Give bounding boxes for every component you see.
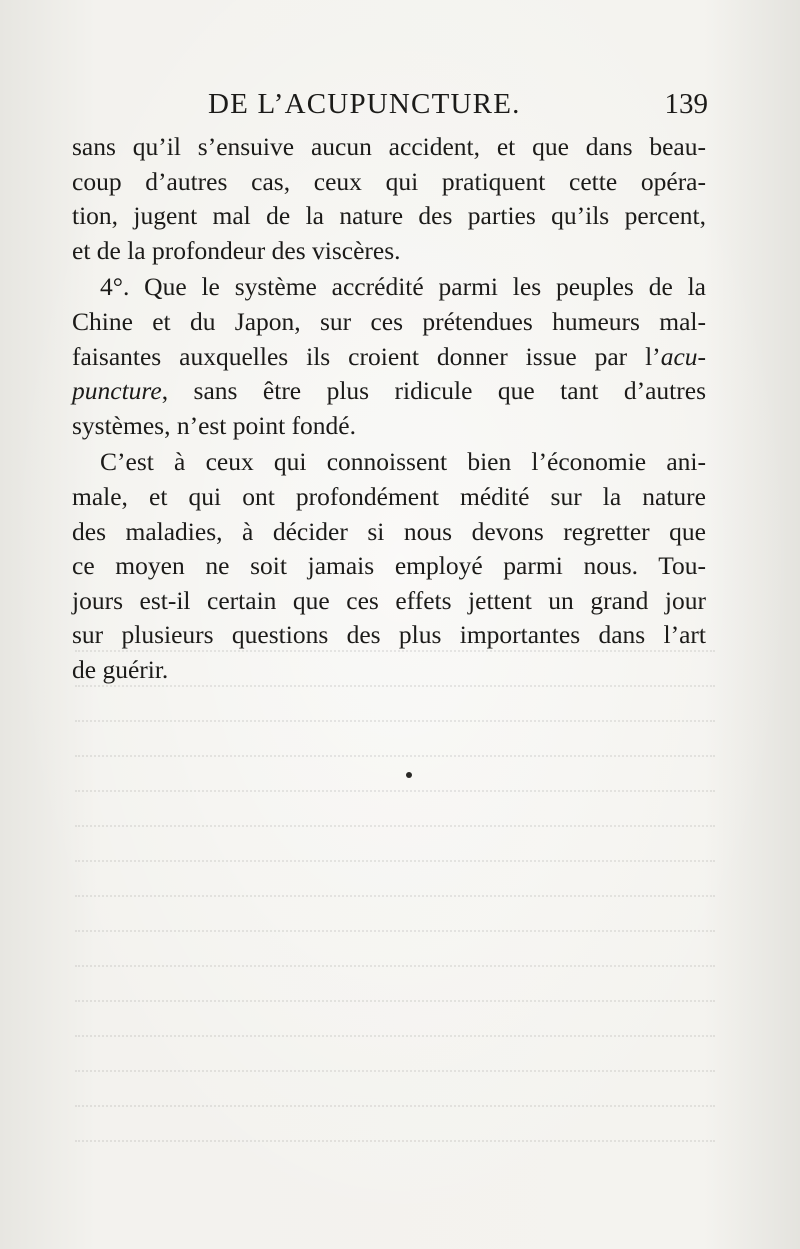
text-line: systèmes, n’est point fondé. — [72, 410, 356, 440]
page-header — [208, 88, 708, 128]
text-line: des maladies, à décider si nous devons regretter que — [72, 516, 706, 546]
italic-term: acu- — [660, 341, 706, 371]
text-segment: , sans être plus ridicule que tant d’autres — [161, 376, 706, 406]
text-line: Chine et du Japon, sur ces prétendues humeurs mal- — [72, 306, 706, 336]
text-line: et de la profondeur des viscères. — [72, 235, 401, 265]
text-line: de guérir. — [72, 654, 169, 684]
text-line — [72, 340, 706, 375]
page-number: 139 — [664, 88, 708, 120]
ink-speck — [406, 772, 412, 778]
italic-term: puncture — [72, 376, 162, 406]
text-line — [72, 374, 706, 409]
bleed-through-texture — [75, 640, 715, 1160]
text-line: sur plusieurs questions des plus importantes dans l’art — [72, 620, 706, 650]
text-line: 4°. Que le système accrédité parmi les peuples de la — [100, 272, 706, 302]
text-line: coup d’autres cas, ceux qui pratiquent cette opéra- — [72, 166, 706, 196]
text-line: tion, jugent mal de la nature des parties qu’ils percent, — [72, 201, 706, 231]
text-line: jours est-il certain que ces effets jettent un grand jour — [72, 585, 706, 615]
running-title: DE L’ACUPUNCTURE. — [208, 88, 521, 120]
text-segment: faisantes auxquelles ils croient donner issue par l’ — [72, 341, 661, 371]
text-line: ce moyen ne soit jamais employé parmi nous. Tou- — [72, 551, 706, 581]
text-line: sans qu’il s’ensuive aucun accident, et que dans beau- — [72, 132, 706, 161]
body-text — [72, 130, 706, 688]
text-line: C’est à ceux qui connoissent bien l’économie ani- — [100, 447, 706, 477]
text-line: male, et qui ont profondément médité sur la nature — [72, 481, 706, 511]
